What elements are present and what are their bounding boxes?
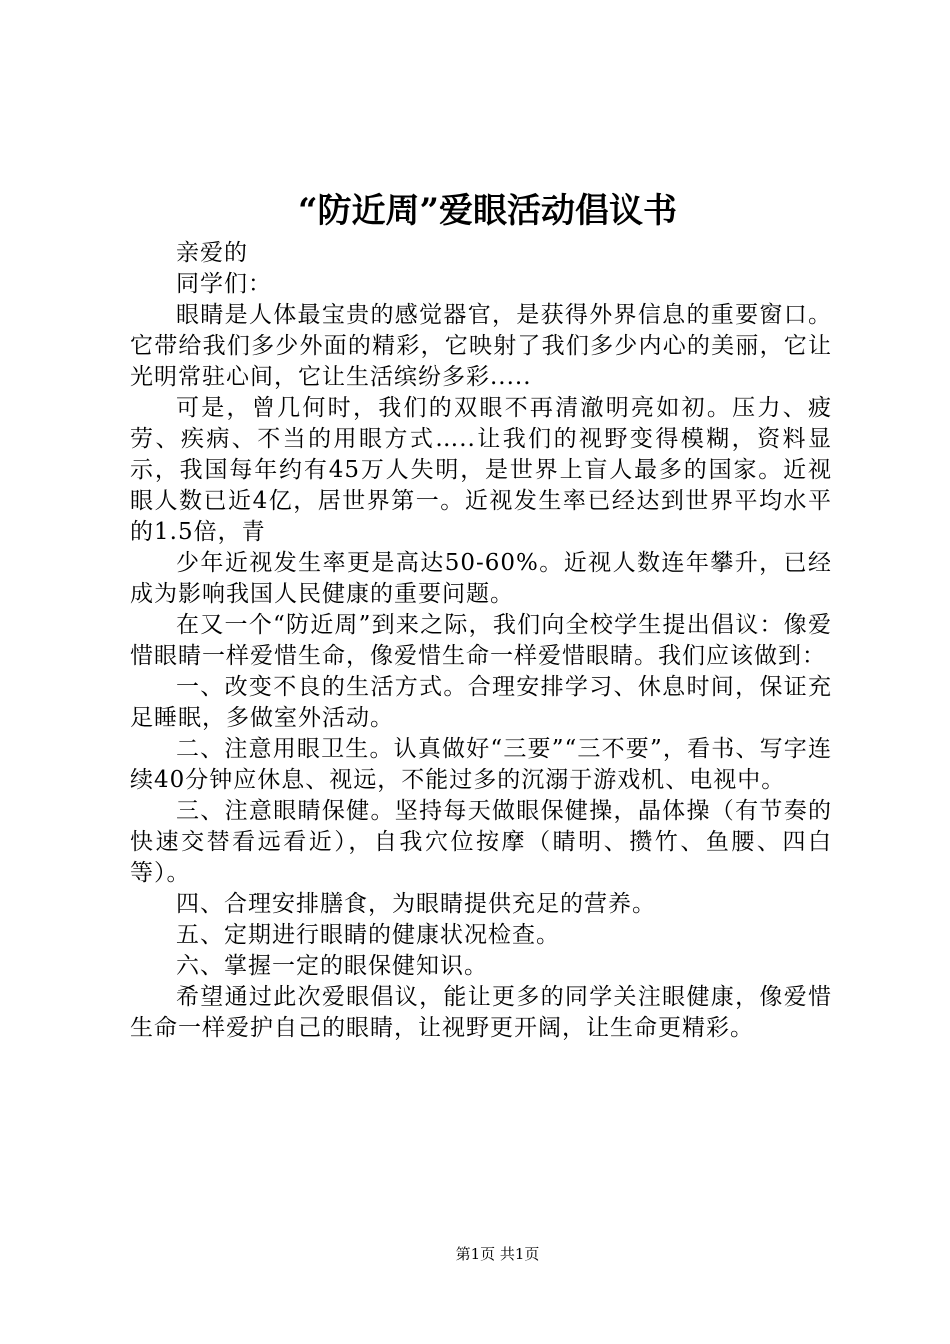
list-item-2: 二、注意用眼卫生。认真做好“三要”“三不要”，看书、写字连续40分钟应休息、视远，不能过多的沉溺于游戏机、电视中。 <box>130 736 832 793</box>
list-item-5: 五、定期进行眼睛的健康状况检查。 <box>176 922 560 948</box>
list-item-3: 三、注意眼睛保健。坚持每天做眼保健操，晶体操（有节奏的快速交替看远看近），自我穴位按摩（睛明、攒竹、鱼腰、四白等）。 <box>130 798 832 886</box>
paragraph-problem-continued: 少年近视发生率更是高达50-60%。近视人数连年攀升，已经成为影响我国人民健康的重要问题。 <box>130 550 832 607</box>
paragraph-problem: 可是，曾几何时，我们的双眼不再清澈明亮如初。压力、疲劳、疾病、不当的用眼方式…..让我们的视野变得模糊，资料显示，我国每年约有45万人失明，是世界上盲人最多的国家。近视眼人数已近4亿，居世界第一。近视发生率已经达到世界平均水平的1.5倍，青 <box>130 395 832 545</box>
paragraph-intro: 眼睛是人体最宝贵的感觉器官，是获得外界信息的重要窗口。它带给我们多少外面的精彩，它映射了我们多少内心的美丽，它让光明常驻心间，它让生活缤纷多彩..... <box>130 302 832 390</box>
greeting-line-2: 同学们： <box>176 271 272 297</box>
paragraph-proposal: 在又一个“防近周”到来之际，我们向全校学生提出倡议：像爱惜眼睛一样爱惜生命，像爱惜生命一样爱惜眼睛。我们应该做到： <box>130 612 832 669</box>
list-item-4: 四、合理安排膳食，为眼睛提供充足的营养。 <box>176 891 656 917</box>
page-footer: 第1页 共1页 <box>455 1245 540 1263</box>
list-item-1: 一、改变不良的生活方式。合理安排学习、休息时间，保证充足睡眠，多做室外活动。 <box>130 674 832 731</box>
paragraph-closing: 希望通过此次爱眼倡议，能让更多的同学关注眼健康，像爱惜生命一样爱护自己的眼睛，让视野更开阔，让生命更精彩。 <box>130 984 832 1041</box>
document-title: “防近周”爱眼活动倡议书 <box>297 191 678 231</box>
document-body <box>130 238 832 1044</box>
list-item-6: 六、掌握一定的眼保健知识。 <box>176 953 488 979</box>
greeting-line-1: 亲爱的 <box>176 240 248 266</box>
